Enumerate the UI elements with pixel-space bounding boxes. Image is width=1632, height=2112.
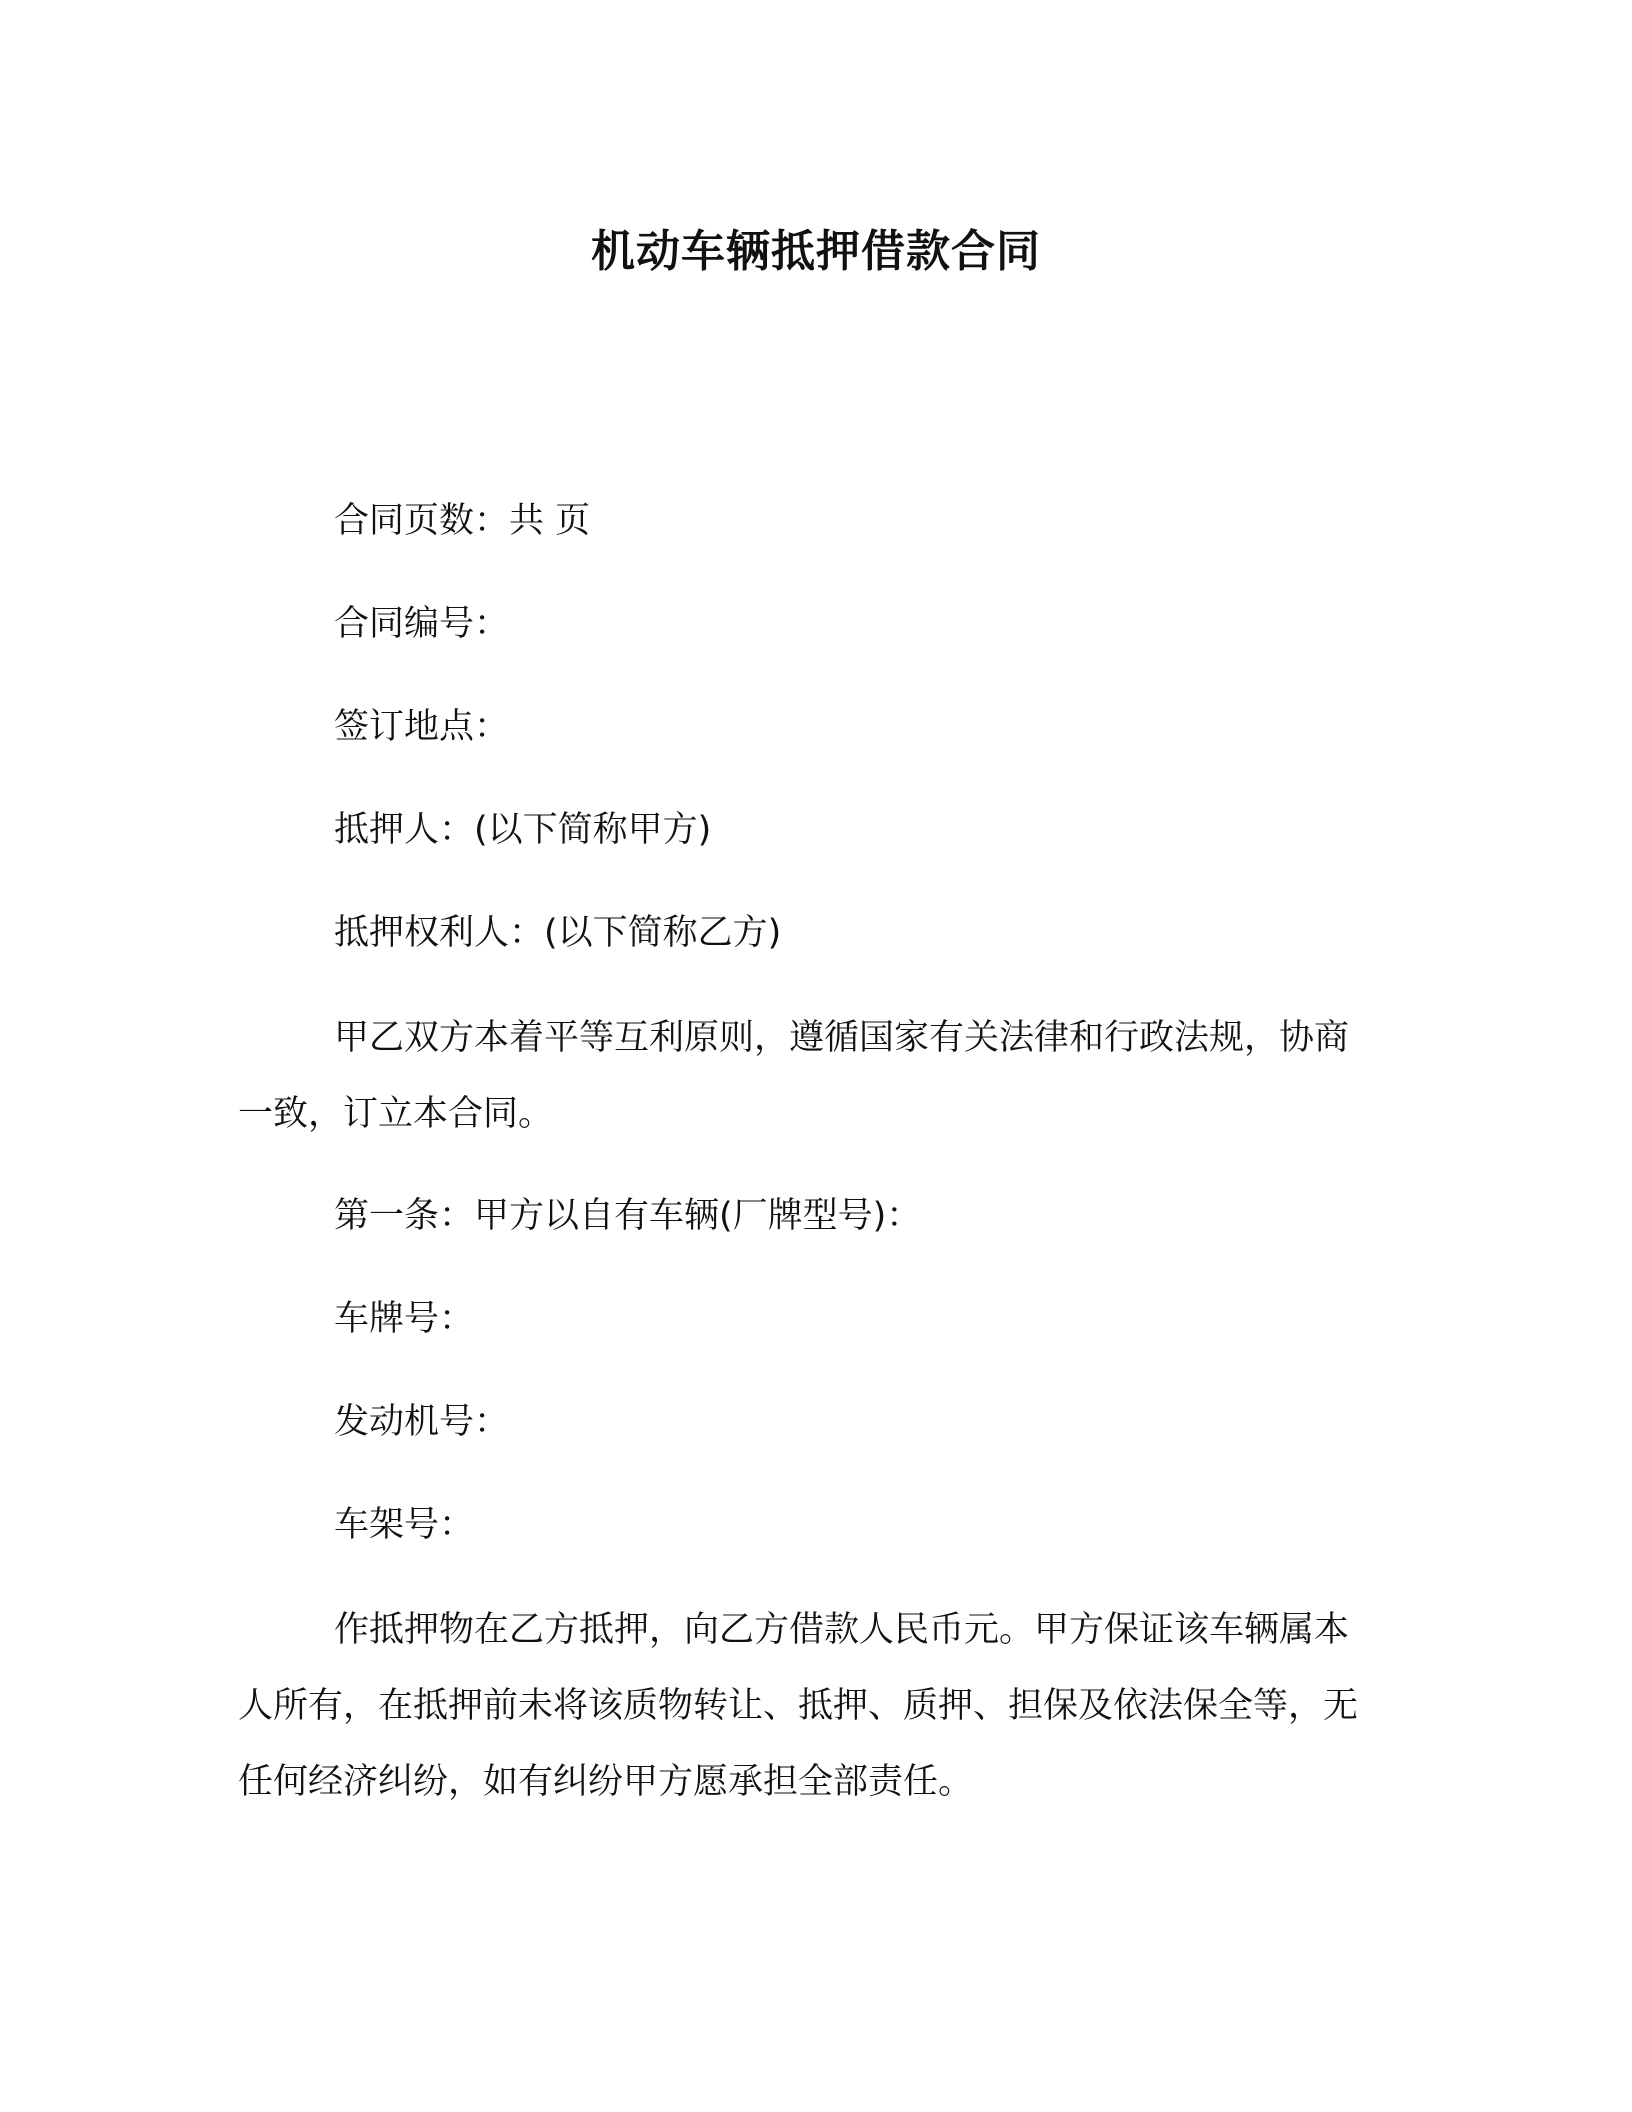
preamble-paragraph: 甲乙双方本着平等互利原则，遵循国家有关法律和行政法规，协商一致，订立本合同。: [238, 1018, 1350, 1134]
document-title: 机动车辆抵押借款合同: [591, 226, 1041, 277]
field-mortgagor: 抵押人：(以下简称甲方): [334, 810, 712, 850]
article-1-body-paragraph: 作抵押物在乙方抵押，向乙方借款人民币元。甲方保证该车辆属本人所有，在抵押前未将该质物转让、抵押、质押、担保及依法保全等，无任何经济纠纷，如有纠纷甲方愿承担全部责任。: [238, 1610, 1359, 1802]
field-contract-number: 合同编号：: [334, 604, 510, 644]
field-mortgagee: 抵押权利人：(以下简称乙方): [334, 913, 782, 953]
field-engine-number: 发动机号：: [334, 1402, 510, 1442]
field-plate-number: 车牌号：: [334, 1299, 475, 1339]
field-page-count: 合同页数：共 页: [334, 501, 591, 541]
field-signing-place: 签订地点：: [334, 707, 510, 747]
article-1-heading: 第一条：甲方以自有车辆(厂牌型号)：: [334, 1196, 922, 1236]
field-frame-number: 车架号：: [334, 1505, 475, 1545]
